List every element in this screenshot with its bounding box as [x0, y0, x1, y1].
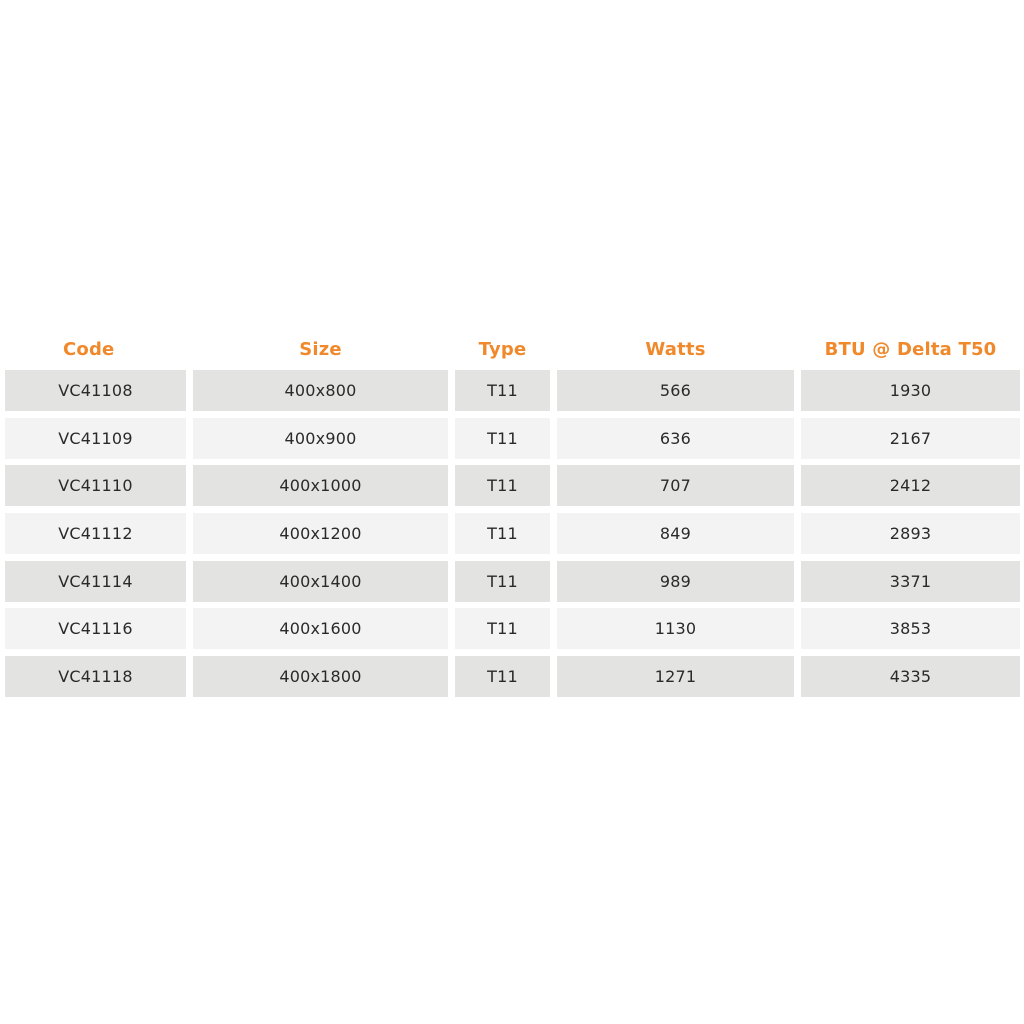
cell-btu: 2893	[801, 513, 1020, 554]
cell-code: VC41114	[5, 561, 186, 602]
cell-type: T11	[455, 561, 550, 602]
header-size: Size	[299, 338, 342, 360]
cell-type: T11	[455, 418, 550, 459]
table-row	[5, 465, 1019, 506]
table-row	[5, 418, 1019, 459]
cell-size: 400x900	[193, 418, 448, 459]
cell-size: 400x1800	[193, 656, 448, 697]
cell-btu: 2167	[801, 418, 1020, 459]
radiator-spec-table	[5, 332, 1019, 704]
cell-size: 400x1600	[193, 608, 448, 649]
table-row	[5, 656, 1019, 697]
cell-type: T11	[455, 465, 550, 506]
cell-code: VC41118	[5, 656, 186, 697]
cell-code: VC41109	[5, 418, 186, 459]
cell-code: VC41108	[5, 370, 186, 411]
table-row	[5, 608, 1019, 649]
cell-btu: 3853	[801, 608, 1020, 649]
cell-type: T11	[455, 656, 550, 697]
cell-btu: 3371	[801, 561, 1020, 602]
cell-watts: 636	[557, 418, 794, 459]
cell-size: 400x1200	[193, 513, 448, 554]
cell-watts: 989	[557, 561, 794, 602]
header-code: Code	[63, 338, 115, 360]
cell-watts: 1271	[557, 656, 794, 697]
table-header-row	[5, 332, 1019, 366]
cell-type: T11	[455, 513, 550, 554]
cell-size: 400x800	[193, 370, 448, 411]
table-row	[5, 561, 1019, 602]
table-row	[5, 370, 1019, 411]
cell-code: VC41112	[5, 513, 186, 554]
header-btu: BTU @ Delta T50	[824, 338, 997, 360]
cell-btu: 4335	[801, 656, 1020, 697]
cell-type: T11	[455, 370, 550, 411]
cell-code: VC41116	[5, 608, 186, 649]
header-type: Type	[478, 338, 527, 360]
cell-btu: 2412	[801, 465, 1020, 506]
cell-btu: 1930	[801, 370, 1020, 411]
cell-watts: 566	[557, 370, 794, 411]
header-watts: Watts	[645, 338, 706, 360]
cell-watts: 707	[557, 465, 794, 506]
table-row	[5, 513, 1019, 554]
cell-size: 400x1400	[193, 561, 448, 602]
cell-watts: 1130	[557, 608, 794, 649]
cell-code: VC41110	[5, 465, 186, 506]
cell-watts: 849	[557, 513, 794, 554]
cell-type: T11	[455, 608, 550, 649]
cell-size: 400x1000	[193, 465, 448, 506]
